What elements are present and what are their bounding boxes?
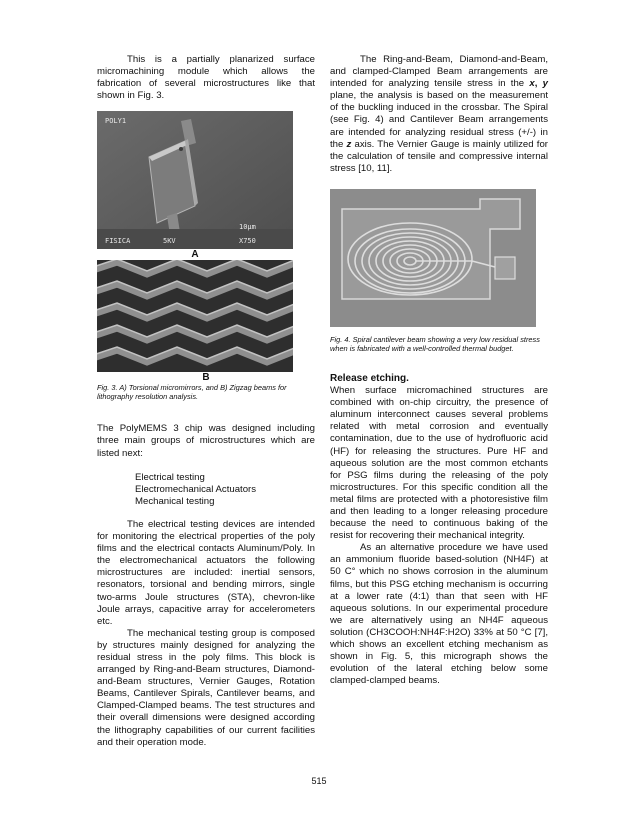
zigzag-beams-image: [97, 260, 293, 372]
stress-analysis-paragraph: The Ring-and-Beam, Diamond-and-Beam, and clamped-Clamped Beam arrangements are intended for analyzing tensile stress in the x, y plane, the analysis is based on the measurement of the buckling induced in the crossbar. The Spiral (see Fig. 4) and Cantilever Beam arrangements are intended for analyzing residual stress (+/-) in the z axis. The Vernier Gauge is mainly utilized for the calculation of tensile and compressive internal stress [10, 11].: [330, 54, 548, 174]
sem-footer-left: FISICA: [105, 237, 131, 246]
microstructure-group-list: [135, 472, 315, 508]
torsional-micromirror-image: [97, 111, 293, 249]
axis-y: y: [542, 78, 548, 90]
axis-x: x: [529, 78, 535, 90]
left-column: [97, 54, 315, 749]
list-item: Electromechanical Actuators: [135, 483, 257, 495]
mechanical-testing-paragraph: The mechanical testing group is composed by structures mainly designed for analyzing the residual stress in the poly films. This block is arranged by Ring-and-Beam structures, Diamond-and-Beam structures, Vernier Gauges, Rotation Beams, Cantilever Spirals, Cantilever beams, and Clamped-Clamped beams. The test structures and their overall dimensions were designed according the lithography capabilities of our current facilities and their operation mode.: [97, 627, 315, 748]
list-item: Mechanical testing: [135, 495, 215, 507]
release-etching-paragraph: When surface micromachined structures are combined with on-chip circuitry, the presence of aluminum interconnect causes several problems related with metal corrosion and eventually contamination, due to the use of hydrofluoric acid (HF) for releasing the structures. Pure HF and aqueous solution are the most common etchants for PSG films during the releasing of the poly microstructures. For this specific condition all the metal films are protected with a photoresistive film and then leading to a longer releasing procedure because the need to continuous baking of the resist for recovering their mechanical integrity.: [330, 385, 548, 542]
sem-scale: 10μm: [239, 223, 256, 232]
figure-4-caption: Fig. 4. Spiral cantilever beam showing a very low residual stress when is fabricated with a well-controlled thermal budget.: [330, 334, 540, 353]
electrical-testing-paragraph: The electrical testing devices are intended for monitoring the electrical properties of the poly films and the electrical contacts Aluminum/Poly. In the electromechanical actuators the following microstructures are included: inertial sensors, resonators, torsional and bending mirrors, single two-arms Joule structures (STA), chevron-like Joule arrays, capacitive array for accelerometers etc.: [97, 518, 315, 627]
figure-3-caption: Fig. 3. A) Torsional micromirrors, and B) Zigzag beams for lithography resolution analysis.: [97, 383, 287, 402]
sem-footer-mid: 5KV: [163, 237, 176, 246]
chip-design-paragraph: The PolyMEMS 3 chip was designed including three main groups of microstructures which are listed next:: [97, 423, 315, 459]
release-etching-heading: Release etching.: [330, 372, 409, 384]
figure-4-micrograph: [330, 189, 536, 327]
figure-label-b: B: [202, 372, 210, 384]
axis-z: z: [346, 138, 352, 150]
intro-paragraph: This is a partially planarized surface micromachining module which allows the fabrication of several microstructures like that shown in Fig. 3.: [97, 54, 315, 102]
spiral-cantilever-image: [330, 189, 536, 327]
figure-label-a: A: [191, 249, 199, 261]
sem-tag: POLY1: [105, 117, 127, 126]
list-item: Electrical testing: [135, 471, 205, 483]
ammonium-fluoride-paragraph: As an alternative procedure we have used an ammonium fluoride based-solution (NH4F) at 50 C° which no shows corrosion in the aluminum films, but this PSG etching mechanism is occurring at a lower rate (4:1) than that seen with HF aqueous solutions. In our experimental procedure we are alternatively using an NH4F aqueous solution (CH3COOH:NH4F:H2O) 33% at 50 °C [7], which shows an excellent etching mechanism as shown in Fig. 5, this micrograph shows the evolution of the lateral etching below some clamped-clamped beams.: [330, 542, 548, 687]
right-column: [330, 54, 548, 687]
figure-3b-micrograph: [97, 260, 293, 372]
page-number: 515: [311, 776, 327, 786]
figure-3a-micrograph: [97, 111, 293, 249]
sem-footer-right: X750: [239, 237, 256, 246]
